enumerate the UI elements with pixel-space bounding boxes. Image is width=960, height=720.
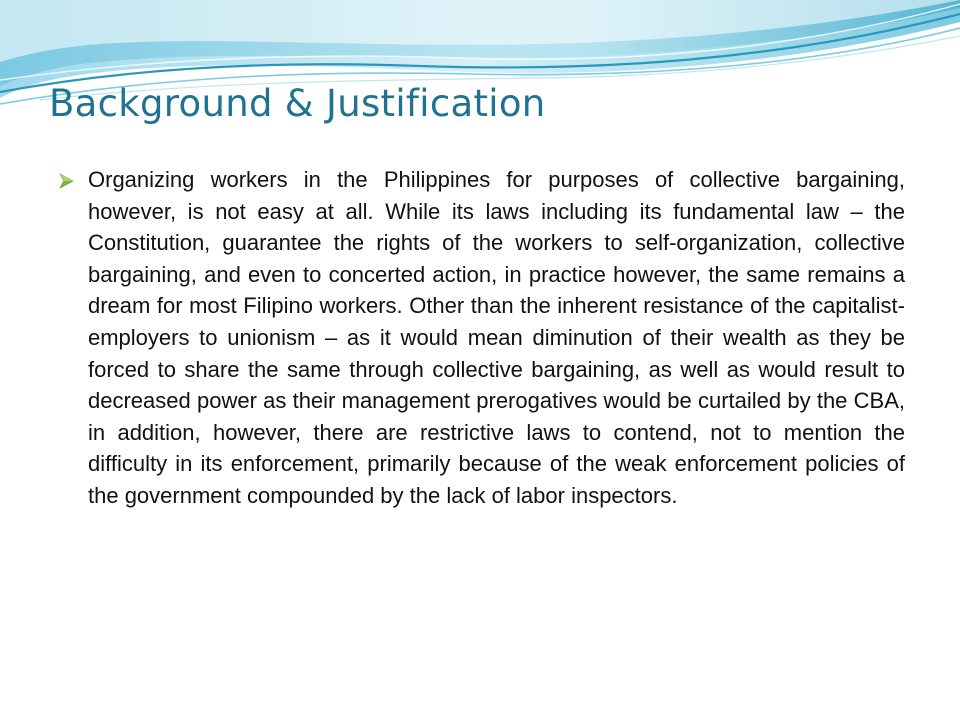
arrow-bullet-icon <box>58 173 74 189</box>
slide-title: Background & Justification <box>49 82 546 125</box>
bullet-list <box>58 164 908 512</box>
bullet-item <box>58 164 908 512</box>
bullet-text: Organizing workers in the Philippines for purposes of collective bargaining, however, is not easy at all. While its laws including its fundamental law – the Constitution, guarantee the rights of the workers to self-organization, collective bargaining, and even to concerted action, in practice however, the same remains a dream for most Filipino workers. Other than the inherent resistance of the capitalist-employers to unionism – as it would mean diminution of their wealth as they be forced to share the same through collective bargaining, as well as would result to decreased power as their management prerogatives would be curtailed by the CBA, in addition, however, there are restrictive laws to contend, not to mention the difficulty in its enforcement, primarily because of the weak enforcement policies of the government compounded by the lack of labor inspectors. <box>88 167 905 508</box>
